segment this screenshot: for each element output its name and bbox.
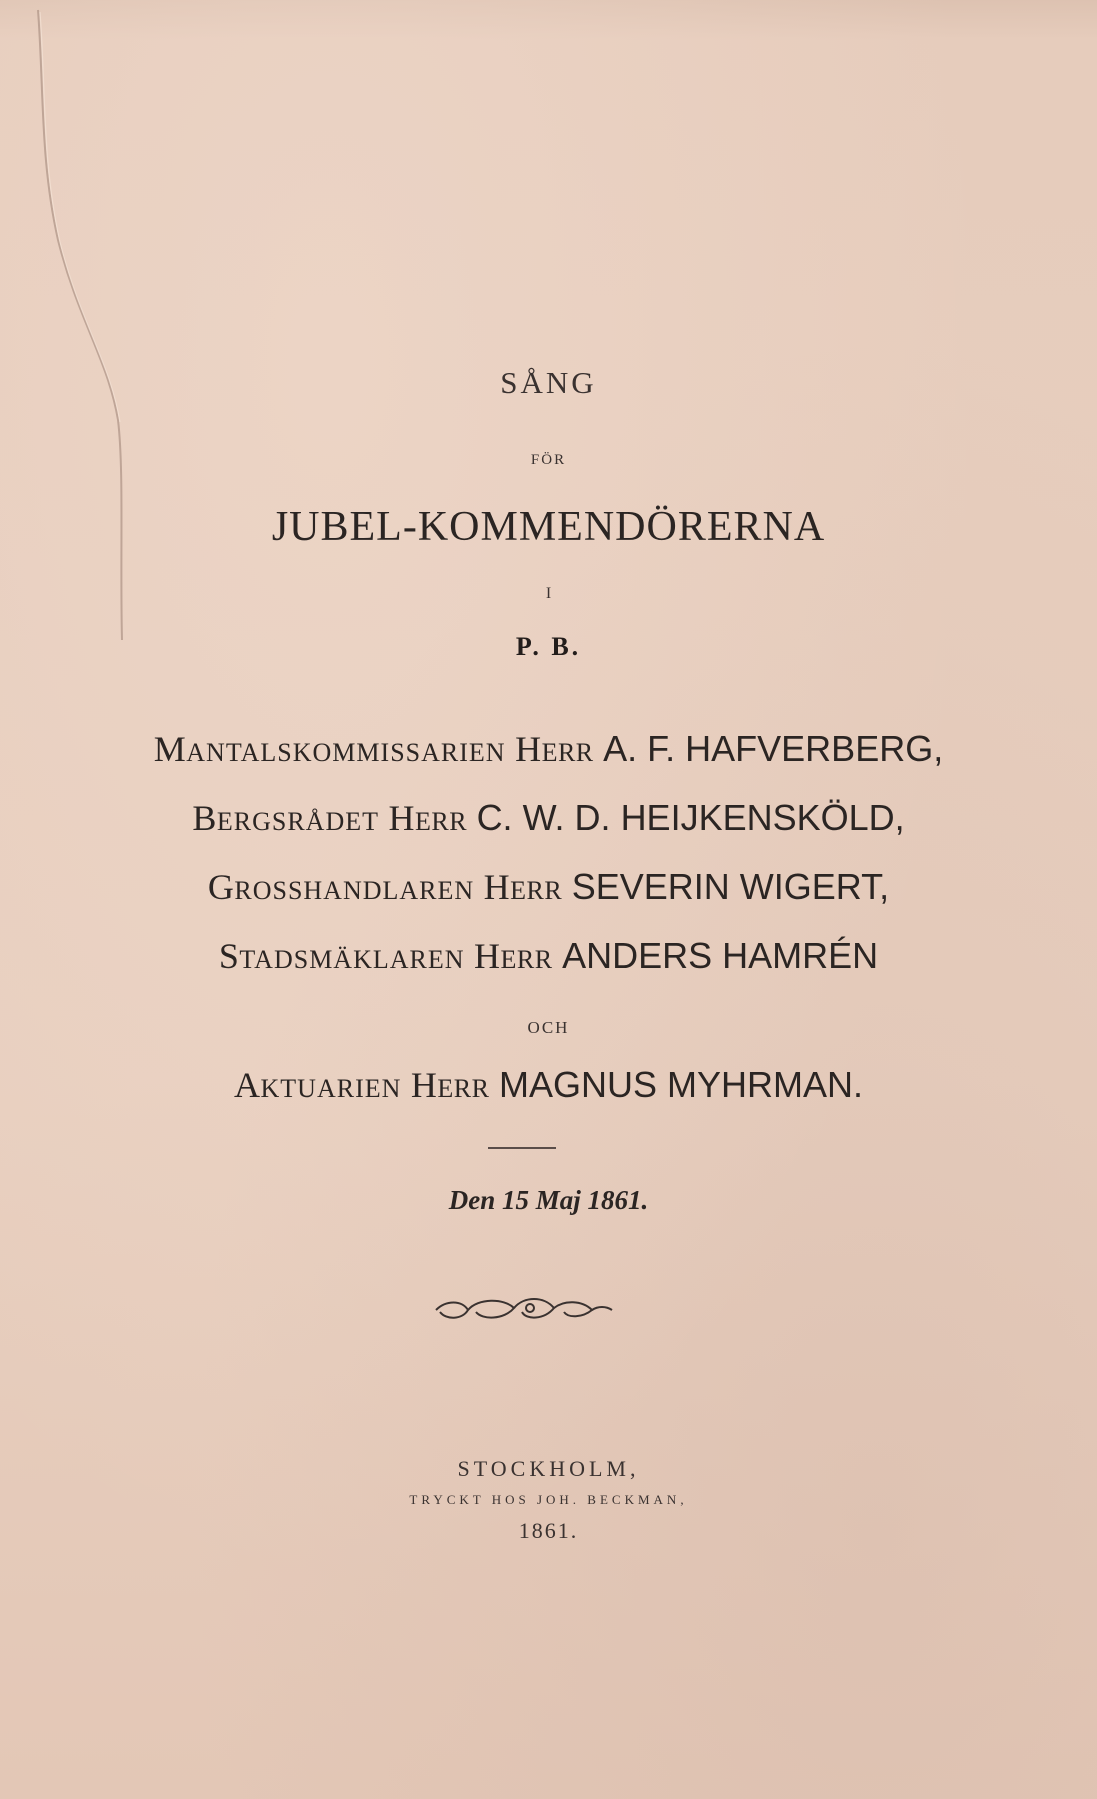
and-label: OCH (527, 1018, 570, 1037)
main-heading: JUBEL-KOMMENDÖRERNA (271, 504, 826, 550)
honoree-name: SEVERIN WIGERT, (571, 866, 890, 907)
honoree-line (0, 1064, 1097, 1106)
title-rest: ROSSHANDLAREN (234, 876, 475, 905)
title-rest: TADSMÄKLAREN (239, 945, 465, 974)
in-label: I (545, 585, 552, 602)
title-rest: KTUARIEN (260, 1074, 402, 1103)
honoree-line (0, 797, 1097, 839)
honoree-line (0, 866, 1097, 908)
imprint-city: STOCKHOLM, (457, 1456, 640, 1481)
honoree-name: MAGNUS MYHRMAN. (498, 1064, 863, 1105)
herr-rest: ERR (414, 807, 468, 836)
imprint-printer: TRYCKT HOS JOH. BECKMAN, (409, 1492, 688, 1507)
herr-initial: H (474, 936, 501, 976)
paper-crease (0, 0, 140, 650)
divider-rule (488, 1147, 556, 1149)
honoree-name: C. W. D. HEIJKENSKÖLD, (476, 797, 905, 838)
title-rest: ANTALSKOMMISSARIEN (186, 738, 506, 767)
herr-initial: H (483, 867, 511, 907)
honoree-line (0, 935, 1097, 977)
herr-rest: ERR (500, 945, 553, 974)
herr-rest: ERR (541, 738, 594, 767)
herr-rest: ERR (510, 876, 563, 905)
title-initial: A (234, 1065, 261, 1105)
honoree-line (0, 728, 1097, 770)
herr-initial: H (388, 798, 415, 838)
title-rest: ERGSRÅDET (216, 807, 379, 836)
flourish-ornament-icon (432, 1290, 616, 1330)
herr-rest: ERR (437, 1074, 490, 1103)
honoree-name: ANDERS HAMRÉN (562, 935, 879, 976)
honoree-name: A. F. HAFVERBERG, (603, 728, 944, 769)
for-label: FÖR (530, 452, 567, 468)
date-line: Den 15 Maj 1861. (448, 1185, 649, 1215)
organization-initials: P. B. (515, 632, 582, 661)
title-initial: M (153, 729, 187, 769)
title-initial: S (218, 936, 240, 976)
song-title: SÅNG (500, 365, 597, 400)
imprint-year: 1861. (518, 1518, 579, 1543)
herr-initial: H (410, 1065, 438, 1105)
title-initial: B (192, 798, 217, 838)
title-initial: G (207, 867, 235, 907)
herr-initial: H (515, 729, 542, 769)
